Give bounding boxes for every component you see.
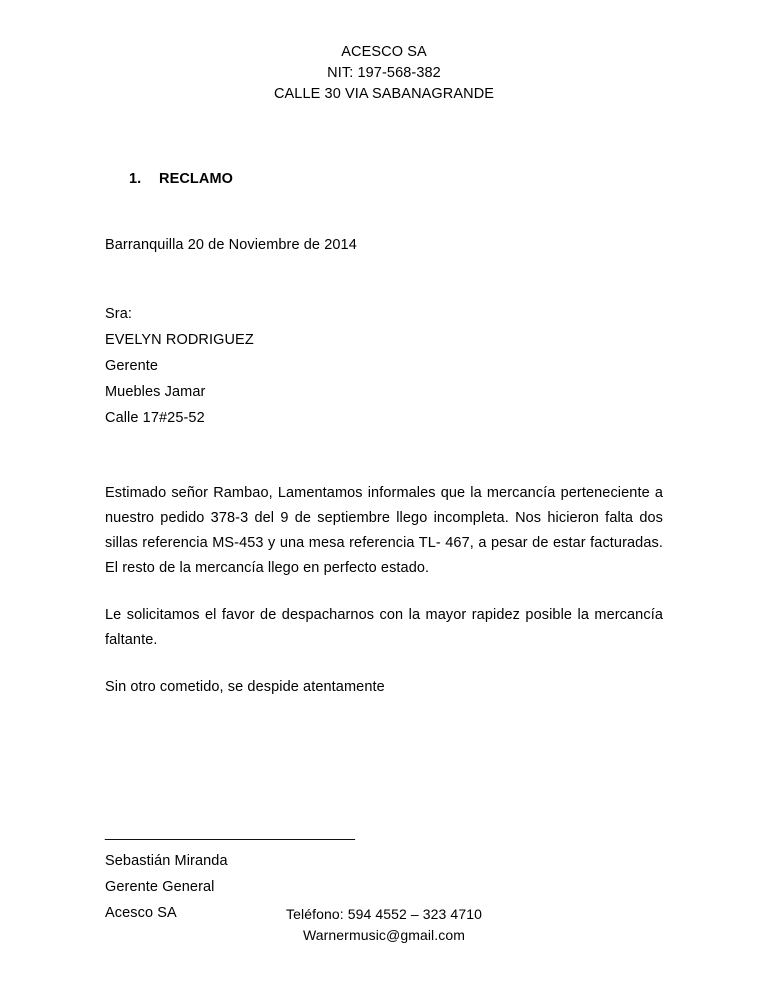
document-footer	[0, 904, 768, 946]
section-title: RECLAMO	[159, 171, 233, 187]
body-paragraph: Le solicitamos el favor de despacharnos con la mayor rapidez posible la mercancía faltante.	[105, 607, 663, 648]
letterhead	[105, 42, 663, 105]
footer-email: Warnermusic@gmail.com	[302, 927, 466, 943]
company-name: ACESCO SA	[341, 44, 427, 60]
signature-rule: _______________________________	[105, 825, 355, 841]
recipient-name: EVELYN RODRIGUEZ	[105, 332, 254, 348]
recipient-company: Muebles Jamar	[105, 384, 206, 400]
body-paragraph: Estimado señor Rambao, Lamentamos informales que la mercancía perteneciente a nuestro pedido 378-3 del 9 de septiembre llego incompleta. Nos hicieron falta dos sillas referencia MS-453 y una mesa referencia TL- 467, a pesar de estar facturadas. El resto de la mercancía llego en perfecto estado.	[105, 485, 663, 576]
section-number: 1.	[129, 171, 142, 187]
recipient-role: Gerente	[105, 358, 159, 374]
date-line: Barranquilla 20 de Noviembre de 2014	[105, 237, 357, 253]
section-list	[105, 171, 663, 187]
letter-body	[105, 481, 663, 700]
section-heading	[105, 171, 663, 187]
company-nit: NIT: 197-568-382	[327, 65, 441, 81]
company-address: CALLE 30 VIA SABANAGRANDE	[273, 86, 495, 102]
body-paragraph: Sin otro cometido, se despide atentamente	[105, 679, 385, 695]
footer-phone: Teléfono: 594 4552 – 323 4710	[286, 906, 482, 922]
recipient-salutation: Sra:	[105, 306, 132, 322]
signer-company: Acesco SA	[105, 905, 177, 921]
recipient-address: Calle 17#25-52	[105, 410, 205, 426]
signer-name: Sebastián Miranda	[105, 853, 228, 869]
recipient-block	[105, 301, 663, 431]
signer-role: Gerente General	[105, 879, 215, 895]
